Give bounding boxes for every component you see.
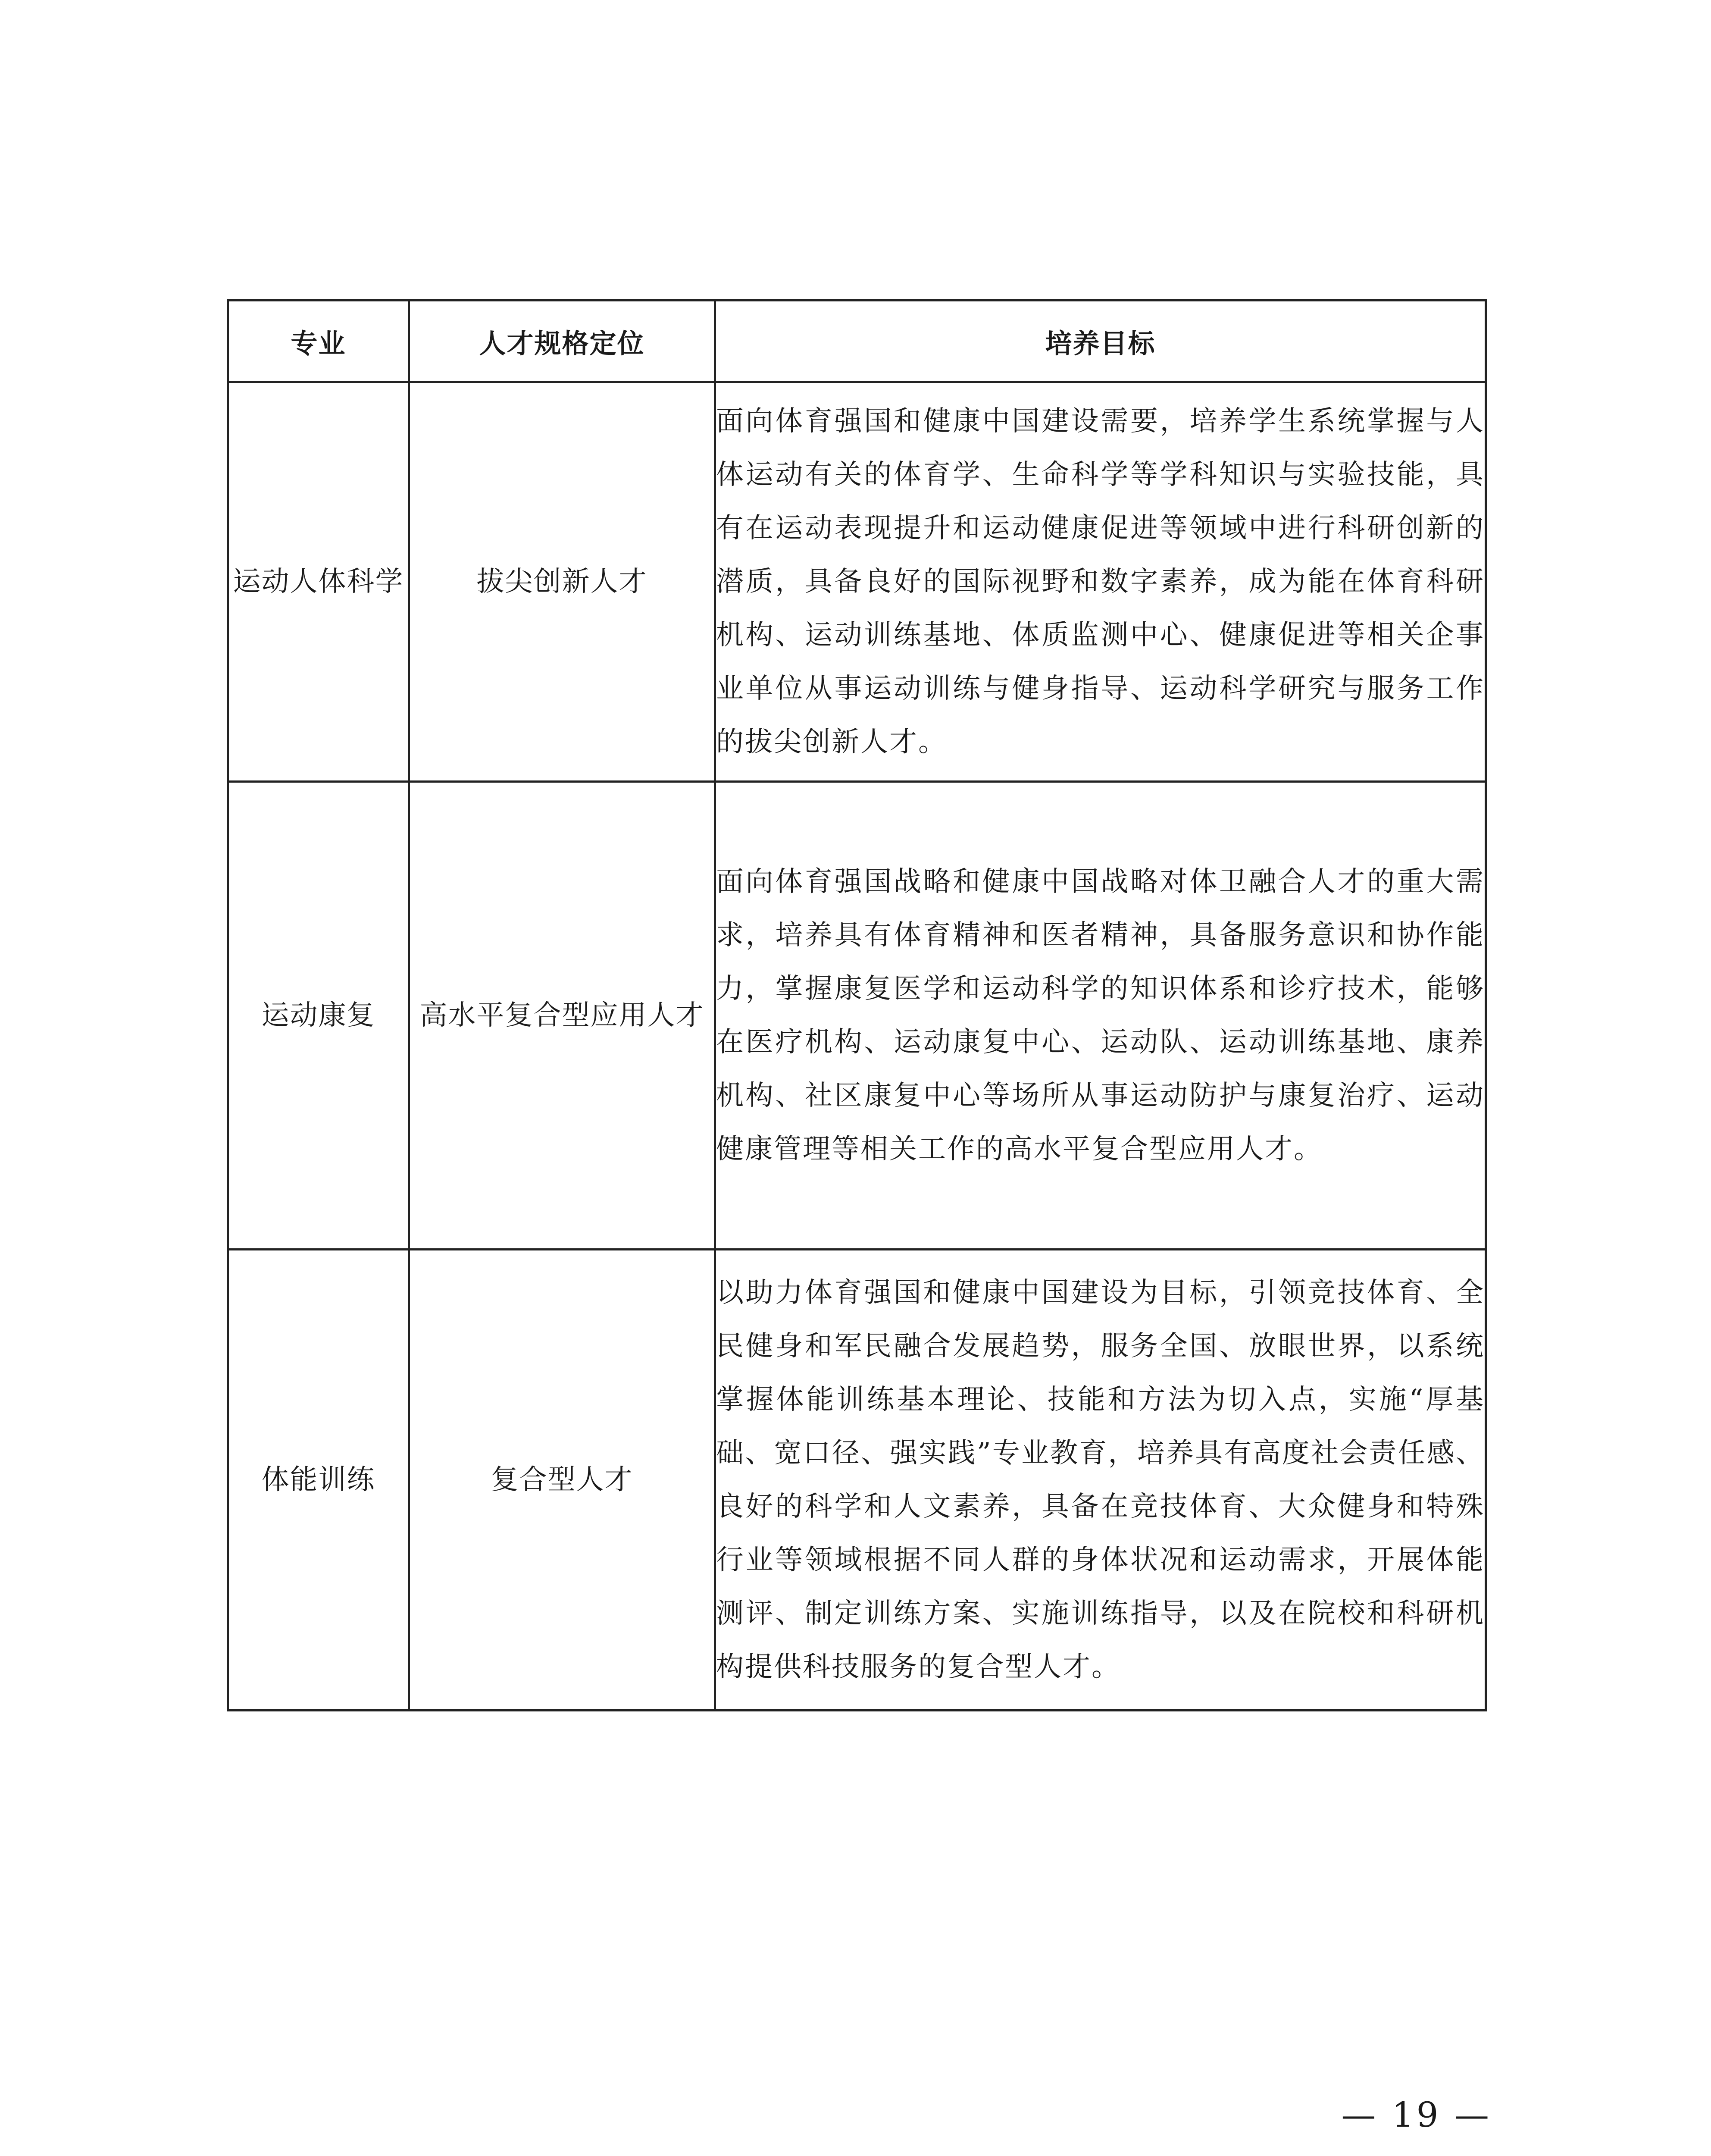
- cell-goal: 以助力体育强国和健康中国建设为目标，引领竞技体育、全民健身和军民融合发展趋势，服务全国、放眼世界，以系统掌握体能训练基本理论、技能和方法为切入点，实施“厚基础、宽口径、强实践”专业教育，培养具有高度社会责任感、良好的科学和人文素养，具备在竞技体育、大众健身和特殊行业等领域根据不同人群的身体状况和运动需求，开展体能测评、制定训练方案、实施训练指导，以及在院校和科研机构提供科技服务的复合型人才。: [715, 1250, 1486, 1711]
- header-positioning: 人才规格定位: [409, 301, 715, 382]
- cell-positioning: 拔尖创新人才: [409, 382, 715, 782]
- cell-major: 运动人体科学: [228, 382, 409, 782]
- table-header-row: [228, 301, 1486, 382]
- table-row: [228, 1250, 1486, 1711]
- cell-major: 运动康复: [228, 782, 409, 1250]
- cell-goal: 面向体育强国和健康中国建设需要，培养学生系统掌握与人体运动有关的体育学、生命科学等学科知识与实验技能，具有在运动表现提升和运动健康促进等领域中进行科研创新的潜质，具备良好的国际视野和数字素养，成为能在体育科研机构、运动训练基地、体质监测中心、健康促进等相关企事业单位从事运动训练与健身指导、运动科学研究与服务工作的拔尖创新人才。: [715, 382, 1486, 782]
- table-row: [228, 382, 1486, 782]
- cell-positioning: 高水平复合型应用人才: [409, 782, 715, 1250]
- cell-goal: 面向体育强国战略和健康中国战略对体卫融合人才的重大需求，培养具有体育精神和医者精神，具备服务意识和协作能力，掌握康复医学和运动科学的知识体系和诊疗技术，能够在医疗机构、运动康复中心、运动队、运动训练基地、康养机构、社区康复中心等场所从事运动防护与康复治疗、运动健康管理等相关工作的高水平复合型应用人才。: [715, 782, 1486, 1250]
- cell-major: 体能训练: [228, 1250, 409, 1711]
- header-goal: 培养目标: [715, 301, 1486, 382]
- training-goals-table: [227, 299, 1487, 1711]
- cell-positioning: 复合型人才: [409, 1250, 715, 1711]
- header-major: 专业: [228, 301, 409, 382]
- table-row: [228, 782, 1486, 1250]
- page-number: — 19 —: [1341, 2095, 1492, 2135]
